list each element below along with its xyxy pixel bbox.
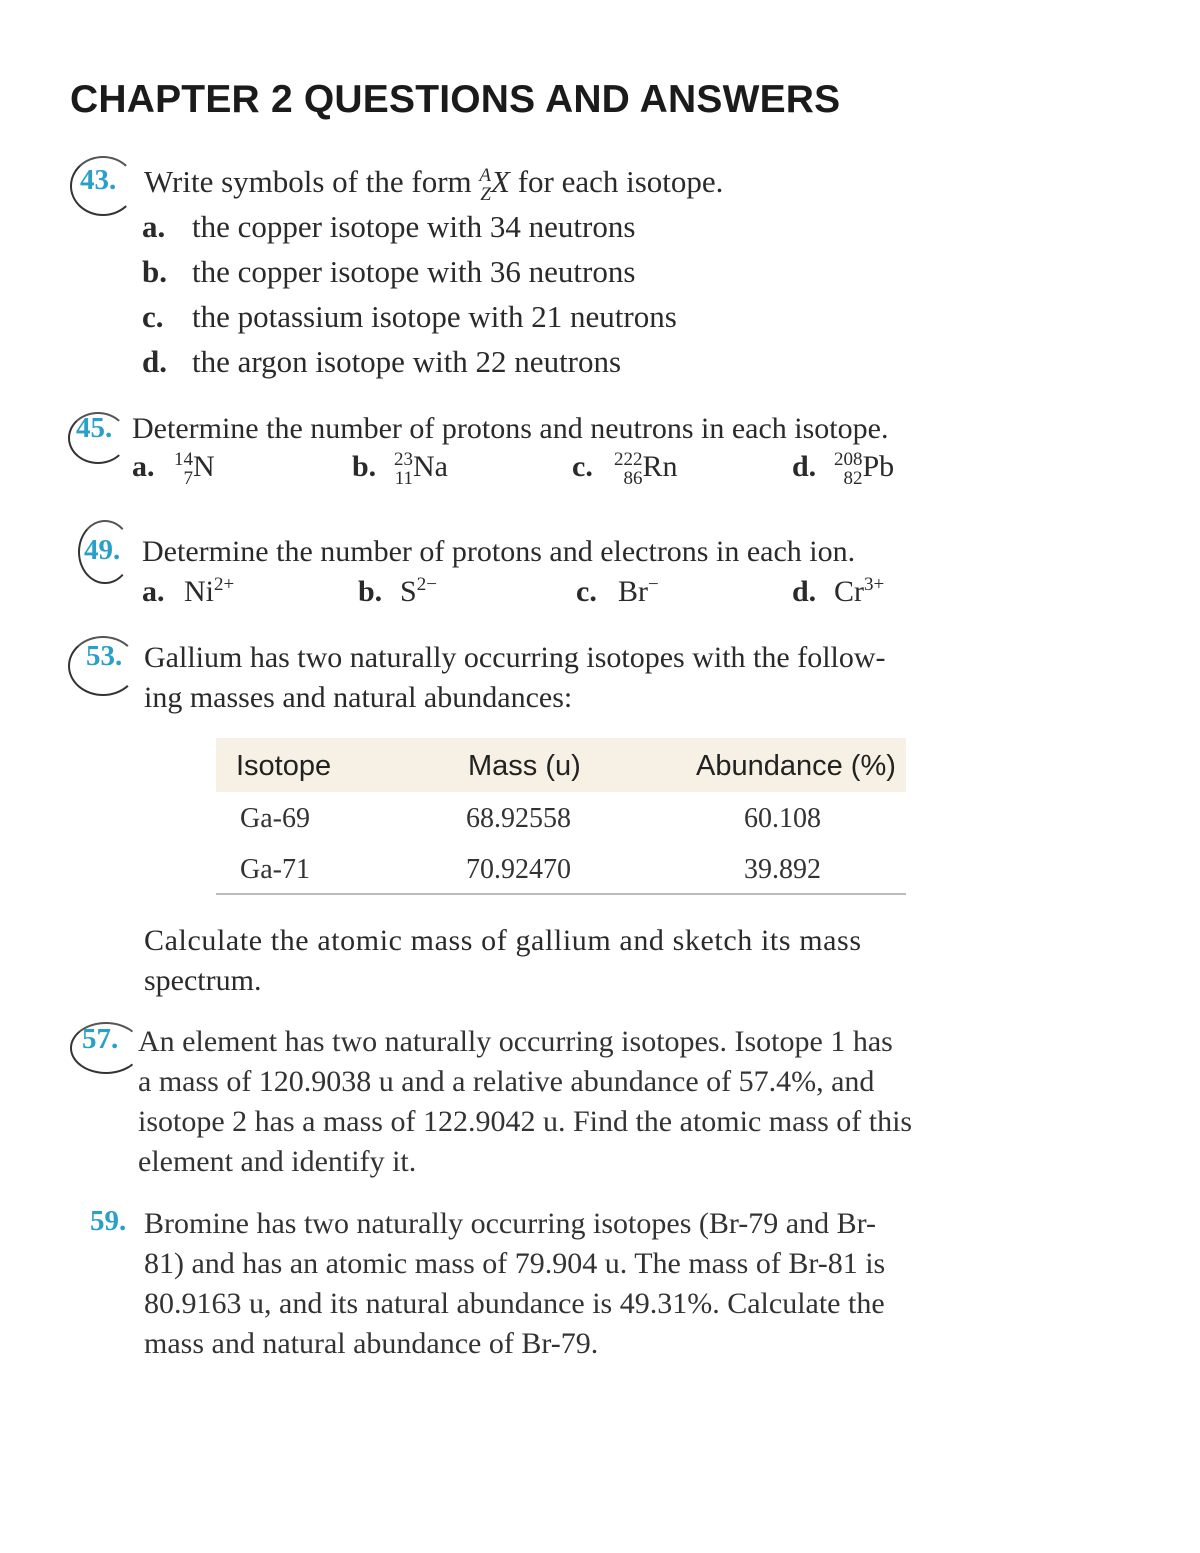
table-cell: Ga-69	[240, 803, 310, 834]
item-label: b.	[358, 575, 383, 608]
stem-line: mass and natural abundance of Br-79.	[144, 1327, 599, 1360]
isotope-notation	[614, 450, 643, 488]
table-bottom-rule	[216, 893, 906, 895]
item-label: d.	[142, 344, 167, 379]
stem-text: for each isotope.	[509, 164, 724, 199]
table-cell: 70.92470	[466, 854, 571, 885]
list-item	[352, 450, 448, 488]
element-symbol: Br	[618, 575, 648, 608]
item-text: the argon isotope with 22 neutrons	[192, 344, 622, 379]
stem-line: Bromine has two naturally occurring isotopes (Br-79 and Br-	[144, 1207, 876, 1240]
stem-line: element and identify it.	[138, 1145, 417, 1178]
page-title: CHAPTER 2 QUESTIONS AND ANSWERS	[70, 78, 841, 121]
table-cell: 39.892	[744, 854, 821, 885]
ion-charge: 3+	[864, 574, 885, 595]
atomic-number: 86	[623, 468, 643, 490]
question-stem-line: spectrum.	[144, 964, 262, 997]
table-header-mass: Mass (u)	[468, 750, 581, 782]
item-label: b.	[352, 450, 377, 483]
atomic-number: Z	[480, 183, 491, 205]
list-item	[572, 450, 678, 488]
list-item	[142, 254, 635, 290]
isotope-notation	[174, 450, 193, 488]
element-symbol: X	[491, 164, 510, 199]
item-text: the copper isotope with 34 neutrons	[192, 209, 636, 244]
question-number: 45.	[76, 412, 113, 444]
item-label: a.	[132, 450, 155, 483]
item-text: the copper isotope with 36 neutrons	[192, 254, 636, 289]
question-number: 49.	[84, 534, 121, 566]
stem-line: isotope 2 has a mass of 122.9042 u. Find the atomic mass of this	[138, 1105, 913, 1138]
item-label: a.	[142, 209, 166, 244]
element-symbol: Ni	[184, 575, 214, 608]
mass-number: 14	[174, 449, 193, 471]
stem-text: Write symbols of the form	[144, 164, 480, 199]
atomic-number: 82	[843, 468, 863, 490]
table-cell: Ga-71	[240, 854, 310, 885]
ion-charge: 2−	[416, 574, 437, 595]
stem-line: An element has two naturally occurring isotopes. Isotope 1 has	[138, 1025, 893, 1058]
question-stem	[144, 1204, 984, 1364]
item-label: b.	[142, 254, 167, 289]
item-label: d.	[792, 450, 817, 483]
item-label: c.	[576, 575, 597, 608]
list-item	[576, 574, 659, 609]
list-item	[142, 209, 635, 245]
stem-line: a mass of 120.9038 u and a relative abundance of 57.4%, and	[138, 1065, 875, 1098]
table-cell: 68.92558	[466, 803, 571, 834]
list-item	[792, 574, 884, 609]
list-item	[142, 574, 234, 609]
mass-number: 208	[834, 449, 863, 471]
element-symbol: S	[400, 575, 417, 608]
stem-line: 81) and has an atomic mass of 79.904 u. The mass of Br-81 is	[144, 1247, 886, 1280]
question-number: 57.	[82, 1023, 119, 1055]
isotope-notation	[479, 166, 491, 204]
item-label: c.	[142, 299, 164, 334]
element-symbol: Na	[413, 450, 448, 483]
question-stem	[144, 164, 723, 204]
table-cell: 60.108	[744, 803, 821, 834]
ion-charge: 2+	[214, 574, 235, 595]
question-stem-line: Calculate the atomic mass of gallium and sketch its mass	[144, 924, 862, 957]
item-label: c.	[572, 450, 593, 483]
item-label: a.	[142, 575, 165, 608]
table-header-abundance: Abundance (%)	[696, 750, 896, 782]
atomic-number: 7	[183, 468, 193, 490]
question-number: 43.	[80, 164, 117, 196]
mass-number: A	[479, 164, 491, 186]
table-header-isotope: Isotope	[236, 750, 332, 782]
ion-charge: −	[648, 574, 659, 595]
question-stem	[138, 1022, 978, 1182]
stem-line: 80.9163 u, and its natural abundance is 49.31%. Calculate the	[144, 1287, 885, 1320]
mass-number: 23	[394, 449, 413, 471]
element-symbol: Cr	[834, 575, 864, 608]
list-item	[142, 299, 677, 335]
question-stem-line: Gallium has two naturally occurring isotopes with the follow-	[144, 641, 886, 674]
atomic-number: 11	[394, 468, 413, 490]
question-stem-line: ing masses and natural abundances:	[144, 681, 573, 714]
isotope-notation	[834, 450, 863, 488]
question-number: 59.	[90, 1205, 127, 1237]
element-symbol: N	[193, 450, 215, 483]
mass-number: 222	[614, 449, 643, 471]
question-stem: Determine the number of protons and electrons in each ion.	[142, 535, 856, 568]
list-item	[142, 344, 621, 380]
item-text: the potassium isotope with 21 neutrons	[192, 299, 677, 334]
element-symbol: Rn	[642, 450, 678, 483]
element-symbol: Pb	[862, 450, 895, 483]
list-item	[792, 450, 894, 488]
question-number: 53.	[86, 640, 123, 672]
list-item	[358, 574, 437, 609]
isotope-notation	[394, 450, 413, 488]
question-stem: Determine the number of protons and neutrons in each isotope.	[132, 412, 889, 445]
list-item	[132, 450, 215, 488]
item-label: d.	[792, 575, 817, 608]
